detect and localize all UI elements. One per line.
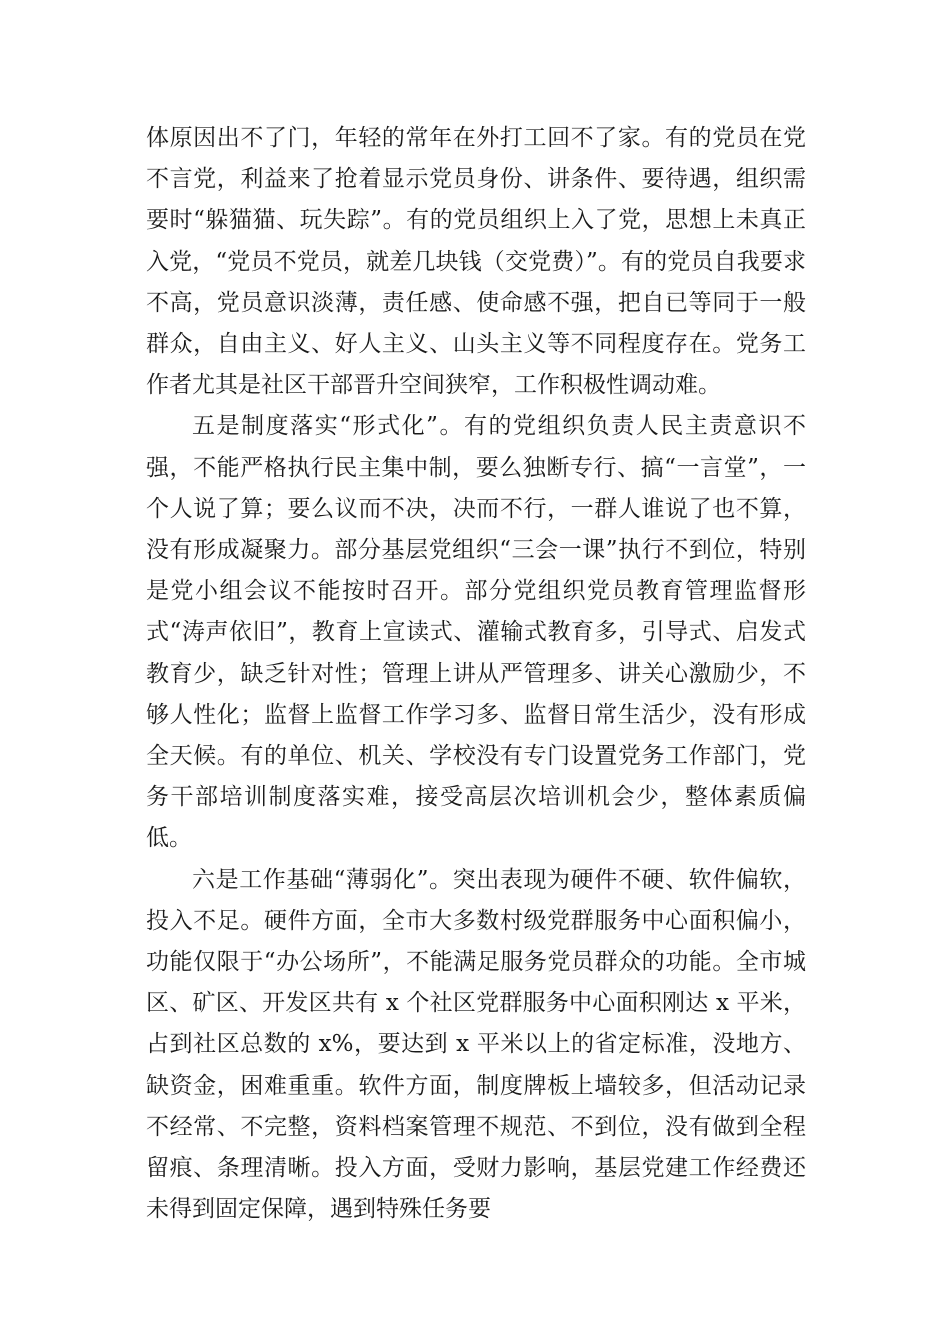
document-page — [146, 118, 806, 1230]
paragraph-3: 六是工作基础“薄弱化”。突出表现为硬件不硬、软件偏软，投入不足。硬件方面，全市大多数村级党群服务中心面积偏小，功能仅限于“办公场所”，不能满足服务党员群众的功能。全市城区、矿区、开发区共有 x 个社区党群服务中心面积刚达 x 平米，占到社区总数的 x%，要达到 x 平米以上的省定标准，没地方、缺资金，困难重重。软件方面，制度牌板上墙较多，但活动记录不经常、不完整，资料档案管理不规范、不到位，没有做到全程留痕、条理清晰。投入方面，受财力影响，基层党建工作经费还未得到固定保障，遇到特殊任务要 — [146, 866, 806, 1223]
paragraph-1: 体原因出不了门，年轻的常年在外打工回不了家。有的党员在党不言党，利益来了抢着显示党员身份、讲条件、要待遇，组织需要时“躲猫猫、玩失踪”。有的党员组织上入了党，思想上未真正入党，“党员不党员，就差几块钱（交党费）”。有的党员自我要求不高，党员意识淡薄，责任感、使命感不强，把自已等同于一般群众，自由主义、好人主义、山头主义等不同程度存在。党务工作者尤其是社区干部晋升空间狭窄，工作积极性调动难。 — [146, 125, 806, 399]
paragraph-2: 五是制度落实“形式化”。有的党组织负责人民主责意识不强，不能严格执行民主集中制，要么独断专行、搞“一言堂”，一个人说了算；要么议而不决，决而不行，一群人谁说了也不算，没有形成凝聚力。部分基层党组织“三会一课”执行不到位，特别是党小组会议不能按时召开。部分党组织党员教育管理监督形式“涛声依旧”，教育上宣读式、灌输式教育多，引导式、启发式教育少，缺乏针对性；管理上讲从严管理多、讲关心激励少，不够人性化；监督上监督工作学习多、监督日常生活少，没有形成全天候。有的单位、机关、学校没有专门设置党务工作部门，党务干部培训制度落实难，接受高层次培训机会少，整体素质偏低。 — [146, 413, 806, 852]
